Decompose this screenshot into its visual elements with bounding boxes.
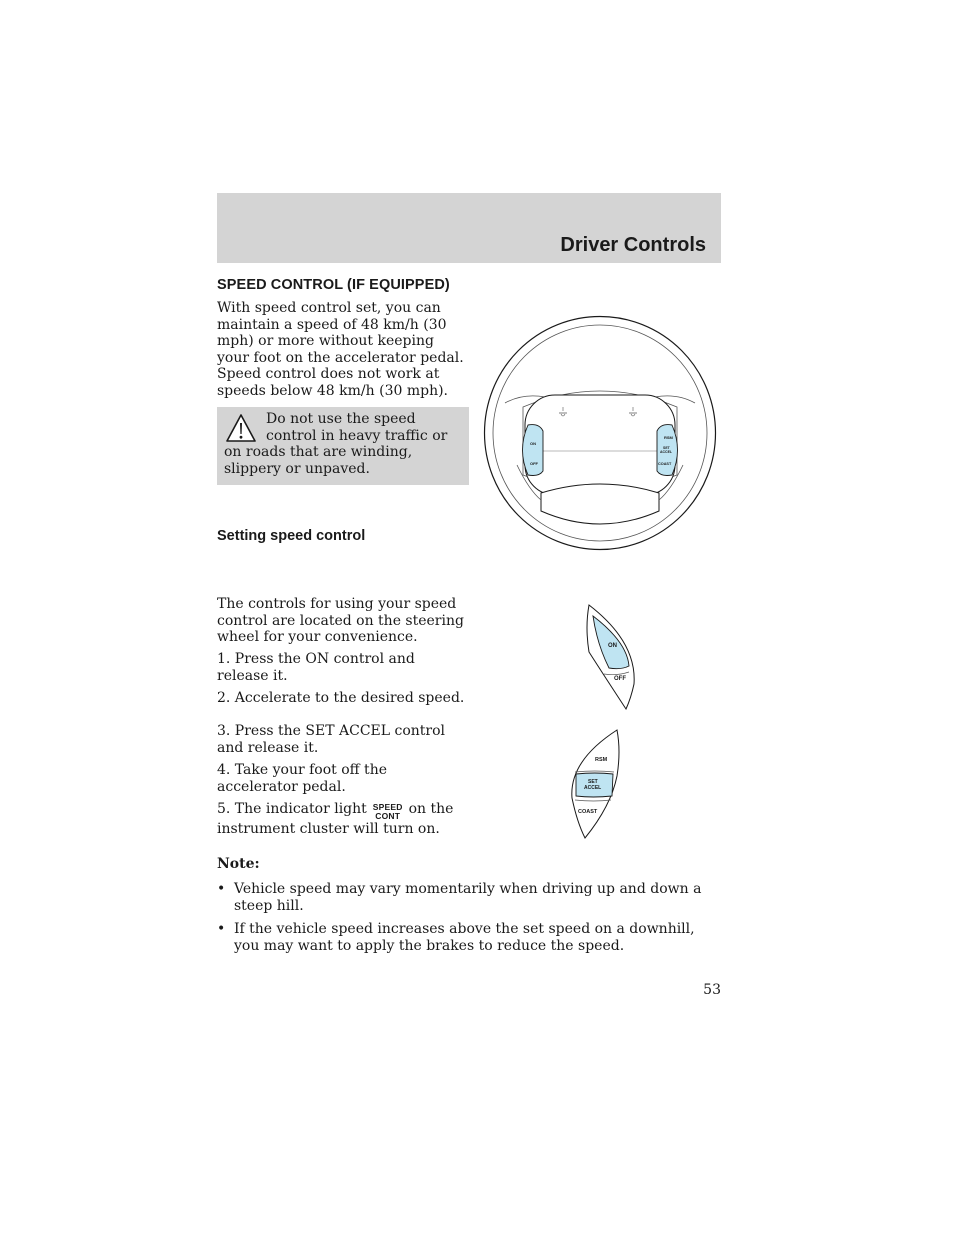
on-button-label: ON [608,643,617,649]
set-button-label: SET [588,779,598,785]
intro-paragraph: With speed control set, you can maintain a speed of 48 km/h (30 mph) or more without keeping your foot on the accelerator pedal. Speed control does not work at speeds below 48 km/h (30 mph). [217,300,464,399]
bullet-dot-icon: • [217,921,226,937]
warning-text-line-1: Do not use the speed [266,411,416,427]
set-accel-control-pad-illustration [567,726,623,842]
wheel-on-label: ON [530,441,536,446]
step-4: 4. Take your foot off the accelerator pedal. [217,762,387,795]
warning-text-line-2: control in heavy traffic or [266,427,448,444]
note-bullet-1 [217,881,721,914]
section-header-band [217,193,721,263]
step-2: 2. Accelerate to the desired speed. [217,690,465,706]
step-3: 3. Press the SET ACCEL control and release it. [217,723,446,756]
wheel-accel-label: ACCEL [660,450,673,454]
note-bullet-2 [217,921,721,954]
note-label: Note: [217,856,260,872]
warning-triangle-icon [224,412,258,444]
accel-button-label: ACCEL [584,785,602,791]
note-bullet-list [217,881,721,961]
rsm-button-label: RSM [595,757,608,763]
step-5-after: on the instrument cluster will turn on. [217,801,454,837]
page-title: Driver Controls [560,234,706,256]
wheel-off-label: OFF [530,461,538,466]
on-off-control-pad-illustration [585,602,641,712]
coast-button-label: COAST [578,809,598,815]
step-5-before: 5. The indicator light [217,801,367,817]
steering-wheel-illustration [483,315,717,551]
section-heading: SPEED CONTROL (IF EQUIPPED) [217,277,450,293]
note-bullet-1-text: Vehicle speed may vary momentarily when driving up and down a steep hill. [234,881,702,914]
wheel-rsm-label: RSM [664,435,673,440]
speed-cont-line-1: SPEED [372,802,403,812]
warning-box [217,407,469,485]
speed-cont-indicator-icon [373,803,403,821]
wheel-set-label: SET [663,446,670,450]
note-bullet-2-text: If the vehicle speed increases above the set speed on a downhill, you may want to apply the brakes to reduce the speed. [234,921,695,954]
speed-cont-line-2: CONT [375,811,401,821]
step-5 [217,801,469,838]
wheel-coast-label: COAST [658,462,672,466]
step-1: 1. Press the ON control and release it. [217,651,415,684]
bullet-dot-icon: • [217,881,226,897]
controls-description: The controls for using your speed control are located on the steering wheel for your convenience. [217,596,464,645]
setting-speed-control-subheading: Setting speed control [217,528,366,544]
off-button-label: OFF [614,676,626,682]
page-number: 53 [703,982,721,998]
warning-text-rest: on roads that are winding, slippery or unpaved. [224,444,413,477]
